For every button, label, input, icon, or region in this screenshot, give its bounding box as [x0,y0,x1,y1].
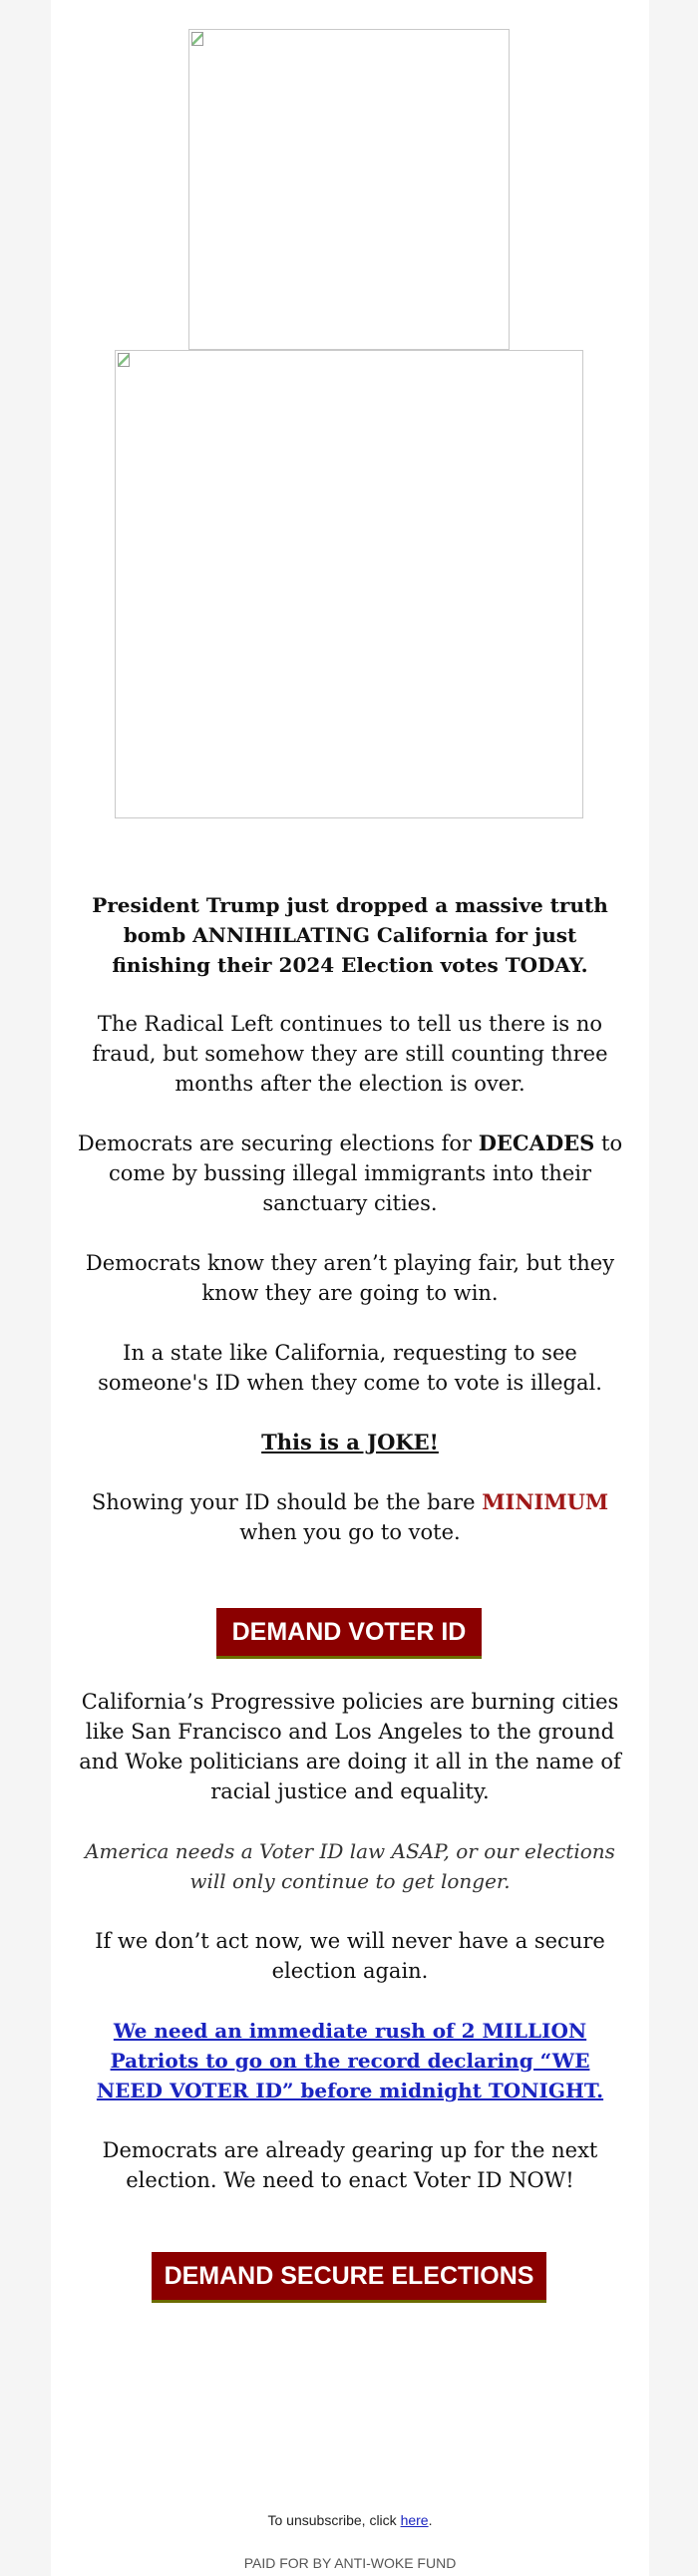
demand-voter-id-button[interactable]: DEMAND VOTER ID [216,1608,482,1659]
paid-for-by: PAID FOR BY ANTI-WOKE FUND [243,2555,457,2571]
unsubscribe-text: To unsubscribe, click [267,2512,401,2528]
unsubscribe-period: . [428,2512,433,2528]
paragraph-no-fraud: The Radical Left continues to tell us there is no fraud, but somehow they are still counting three months after the election is over. [92,1012,608,1096]
broken-image-icon [118,353,130,367]
joke-text: This is a JOKE! [261,1430,439,1454]
email-body [51,0,649,2576]
paragraph-next-election: Democrats are already gearing up for the next election. We need to enact Voter ID NOW! [102,2138,598,2192]
hero-image-placeholder [115,350,583,818]
paragraph-minimum-before: Showing your ID should be the bare [91,1490,483,1514]
paragraph-minimum [75,1487,625,1547]
rush-link[interactable]: We need an immediate rush of 2 MILLION Patriots to go on the record declaring “WE NEED VOTER ID” before midnight TONIGHT. [96,2019,604,2102]
paragraph-california-id: In a state like California, requesting to see someone's ID when they come to vote is illegal. [98,1341,602,1395]
paragraph-act-now: If we don’t act now, we will never have a secure election again. [95,1929,605,1983]
unsubscribe-line [51,2512,649,2528]
demand-secure-elections-button[interactable]: DEMAND SECURE ELECTIONS [152,2252,546,2303]
header-image-placeholder [188,29,510,350]
italic-note: America needs a Voter ID law ASAP, or our elections will only continue to get longer. [85,1839,615,1893]
paragraph-decades-after: to come by bussing illegal immigrants into their sanctuary cities. [108,1131,623,1215]
headline: President Trump just dropped a massive truth bomb ANNIHILATING California for just finishing their 2024 Election votes TODAY. [92,893,608,977]
joke-line [75,1428,625,1457]
paragraph-minimum-after: when you go to vote. [239,1520,461,1544]
unsubscribe-link[interactable]: here [400,2512,429,2528]
paragraph-decades [75,1128,625,1218]
paragraph-decades-before: Democrats are securing elections for [77,1131,479,1155]
paragraph-progressive-policies: California’s Progressive policies are burning cities like San Francisco and Los Angeles to the ground and Woke politicians are doing it all in the name of racial justice and equality. [79,1690,621,1803]
broken-image-icon [191,32,203,46]
minimum-highlight: MINIMUM [482,1489,609,1514]
rush-paragraph [75,2016,625,2105]
paragraph-playing-fair: Democrats know they aren’t playing fair, but they know they are going to win. [85,1251,615,1305]
paragraph-decades-bold: DECADES [478,1130,595,1155]
